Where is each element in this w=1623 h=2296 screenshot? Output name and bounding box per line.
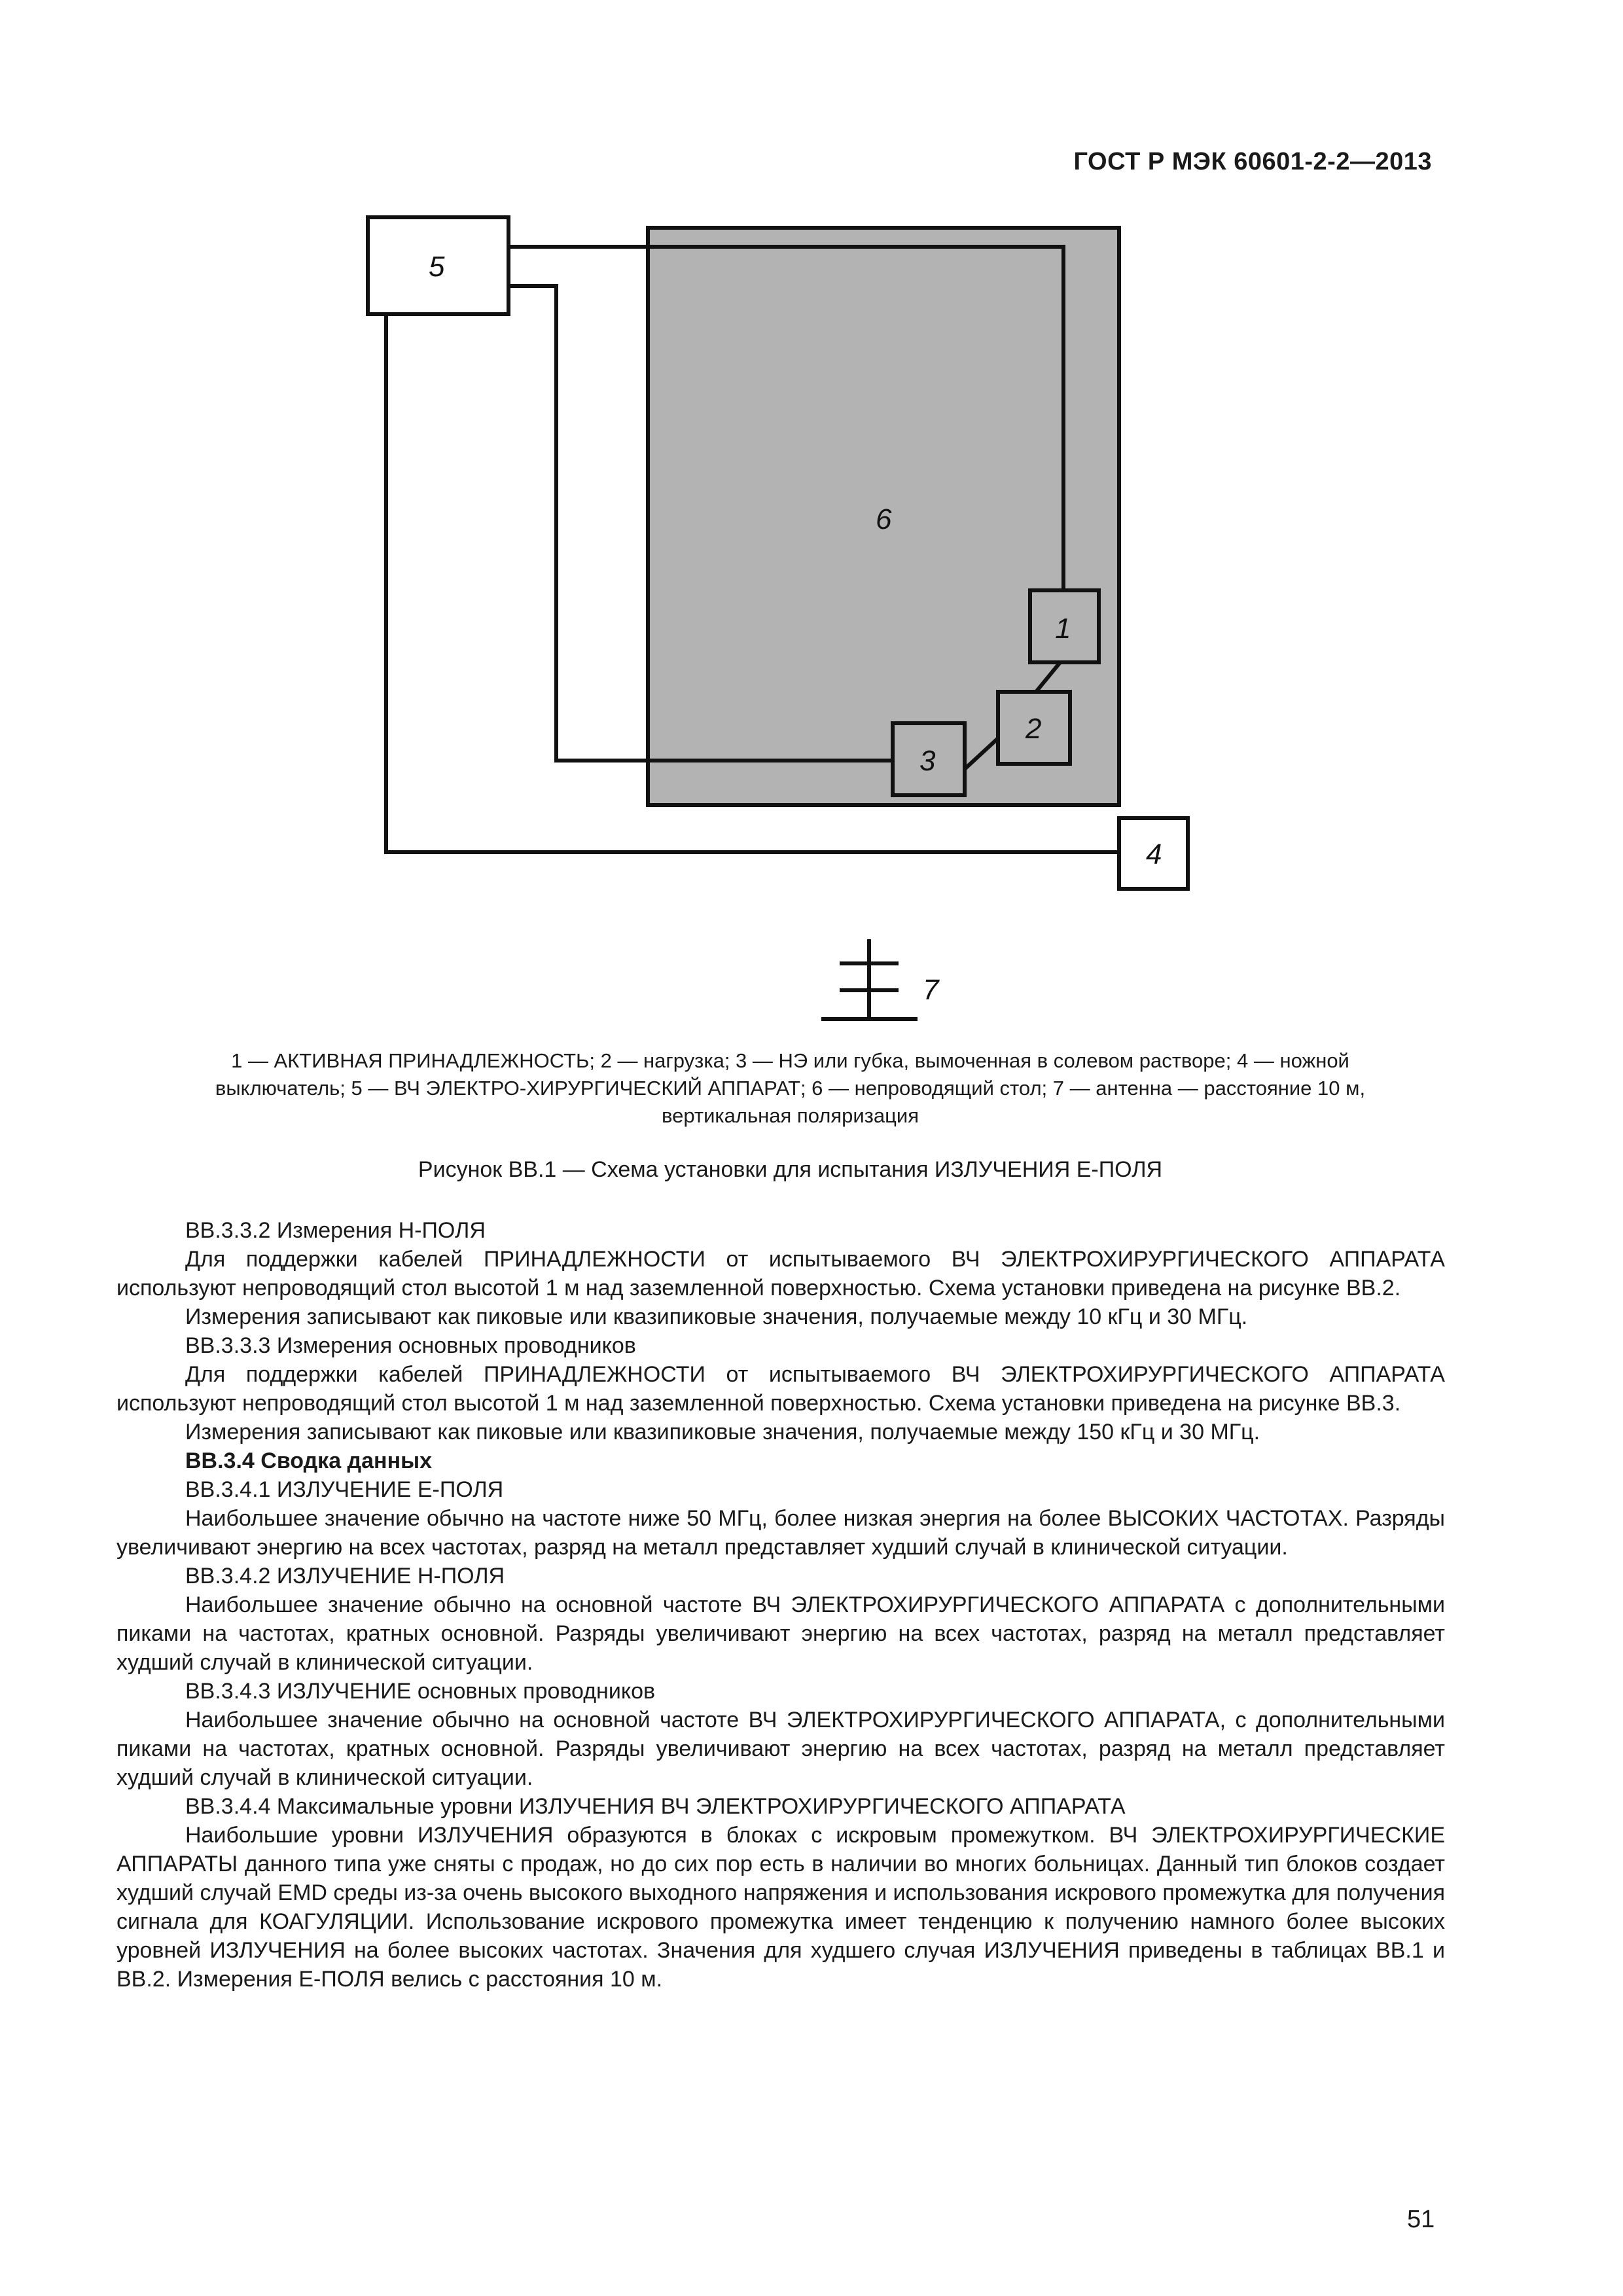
section-heading: BB.3.4.2 ИЗЛУЧЕНИЕ H-ПОЛЯ bbox=[185, 1564, 505, 1588]
label-1: 1 bbox=[1055, 613, 1071, 645]
section-heading: BB.3.3.3 Измерения основных проводников bbox=[185, 1333, 636, 1358]
label-2: 2 bbox=[1026, 713, 1042, 745]
figure-caption: Рисунок BB.1 — Схема установки для испытания ИЗЛУЧЕНИЯ E-ПОЛЯ bbox=[418, 1157, 1163, 1182]
section-heading-bold bbox=[116, 1446, 1445, 1475]
paragraph: Для поддержки кабелей ПРИНАДЛЕЖНОСТИ от испытываемого ВЧ ЭЛЕКТРОХИРУРГИЧЕСКОГО АППАРАТА используют непроводящий стол высотой 1 м над заземленной поверхностью. Схема установки приведена на рисунке BB.2. bbox=[116, 1247, 1445, 1300]
label-5: 5 bbox=[429, 251, 445, 283]
page-number: 51 bbox=[1407, 2206, 1435, 2233]
document-header: ГОСТ Р МЭК 60601-2-2—2013 bbox=[1073, 148, 1432, 175]
body-text bbox=[116, 1216, 1445, 1994]
paragraph: Наибольшие уровни ИЗЛУЧЕНИЯ образуются в блоках с искровым промежутком. ВЧ ЭЛЕКТРОХИРУРГИЧЕСКИЕ АППАРАТЫ данного типа уже сняты с продаж, но до сих пор есть в наличии во многих больницах. Данный тип блоков создает худший случай EMD среды из-за очень высокого выходного напряжения и использования искрового промежутка для получения сигнала для КОАГУЛЯЦИИ. Использование искрового промежутка имеет тенденцию к получению намного более высоких уровней ИЗЛУЧЕНИЯ на более высоких частотах. Значения для худшего случая ИЗЛУЧЕНИЯ приведены в таблицах BB.1 и BB.2. Измерения E-ПОЛЯ велись с расстояния 10 м. bbox=[116, 1823, 1445, 1992]
paragraph: Наибольшее значение обычно на частоте ниже 50 МГц, более низкая энергия на более ВЫСОКИХ ЧАСТОТАХ. Разряды увеличивают энергию на всех частотах, разряд на металл представляет худший случай в клинической ситуации. bbox=[116, 1506, 1445, 1560]
section-heading: BB.3.4.4 Максимальные уровни ИЗЛУЧЕНИЯ ВЧ ЭЛЕКТРОХИРУРГИЧЕСКОГО АППАРАТА bbox=[185, 1794, 1126, 1819]
paragraph: Для поддержки кабелей ПРИНАДЛЕЖНОСТИ от испытываемого ВЧ ЭЛЕКТРОХИРУРГИЧЕСКОГО АППАРАТА используют непроводящий стол высотой 1 м над заземленной поверхностью. Схема установки приведена на рисунке BB.3. bbox=[116, 1362, 1445, 1416]
bold-heading: BB.3.4 Сводка данных bbox=[185, 1448, 433, 1473]
label-6: 6 bbox=[876, 503, 892, 535]
section-heading: BB.3.3.2 Измерения H-ПОЛЯ bbox=[185, 1218, 486, 1243]
figure-legend bbox=[164, 1047, 1417, 1130]
setup-diagram bbox=[0, 0, 1623, 1047]
paragraph: Наибольшее значение обычно на основной частоте ВЧ ЭЛЕКТРОХИРУРГИЧЕСКОГО АППАРАТА с дополнительными пиками на частотах, кратных основной. Разряды увеличивают энергию на всех частотах, разряд на металл представляет худший случай в клинической ситуации. bbox=[116, 1592, 1445, 1675]
label-3: 3 bbox=[919, 745, 936, 777]
legend-line: выключатель; 5 — ВЧ ЭЛЕКТРО-ХИРУРГИЧЕСКИЙ АППАРАТ; 6 — непроводящий стол; 7 — антенна — расстояние 10 м, bbox=[215, 1077, 1366, 1100]
legend-line: вертикальная поляризация bbox=[661, 1104, 919, 1127]
legend-line: 1 — АКТИВНАЯ ПРИНАДЛЕЖНОСТЬ; 2 — нагрузка; 3 — НЭ или губка, вымоченная в солевом растворе; 4 — ножной bbox=[231, 1049, 1349, 1072]
label-7: 7 bbox=[923, 974, 939, 1006]
section-heading: BB.3.4.1 ИЗЛУЧЕНИЕ E-ПОЛЯ bbox=[185, 1477, 504, 1502]
paragraph: Наибольшее значение обычно на основной частоте ВЧ ЭЛЕКТРОХИРУРГИЧЕСКОГО АППАРАТА, с дополнительными пиками на частотах, кратных основной. Разряды увеличивают энергию на всех частотах, разряд на металл представляет худший случай в клинической ситуации. bbox=[116, 1708, 1445, 1790]
paragraph: Измерения записывают как пиковые или квазипиковые значения, получаемые между 10 кГц и 30 МГц. bbox=[185, 1304, 1248, 1329]
label-4: 4 bbox=[1146, 838, 1162, 870]
section-heading: BB.3.4.3 ИЗЛУЧЕНИЕ основных проводников bbox=[185, 1679, 656, 1704]
paragraph: Измерения записывают как пиковые или квазипиковые значения, получаемые между 150 кГц и 30 МГц. bbox=[185, 1420, 1260, 1444]
